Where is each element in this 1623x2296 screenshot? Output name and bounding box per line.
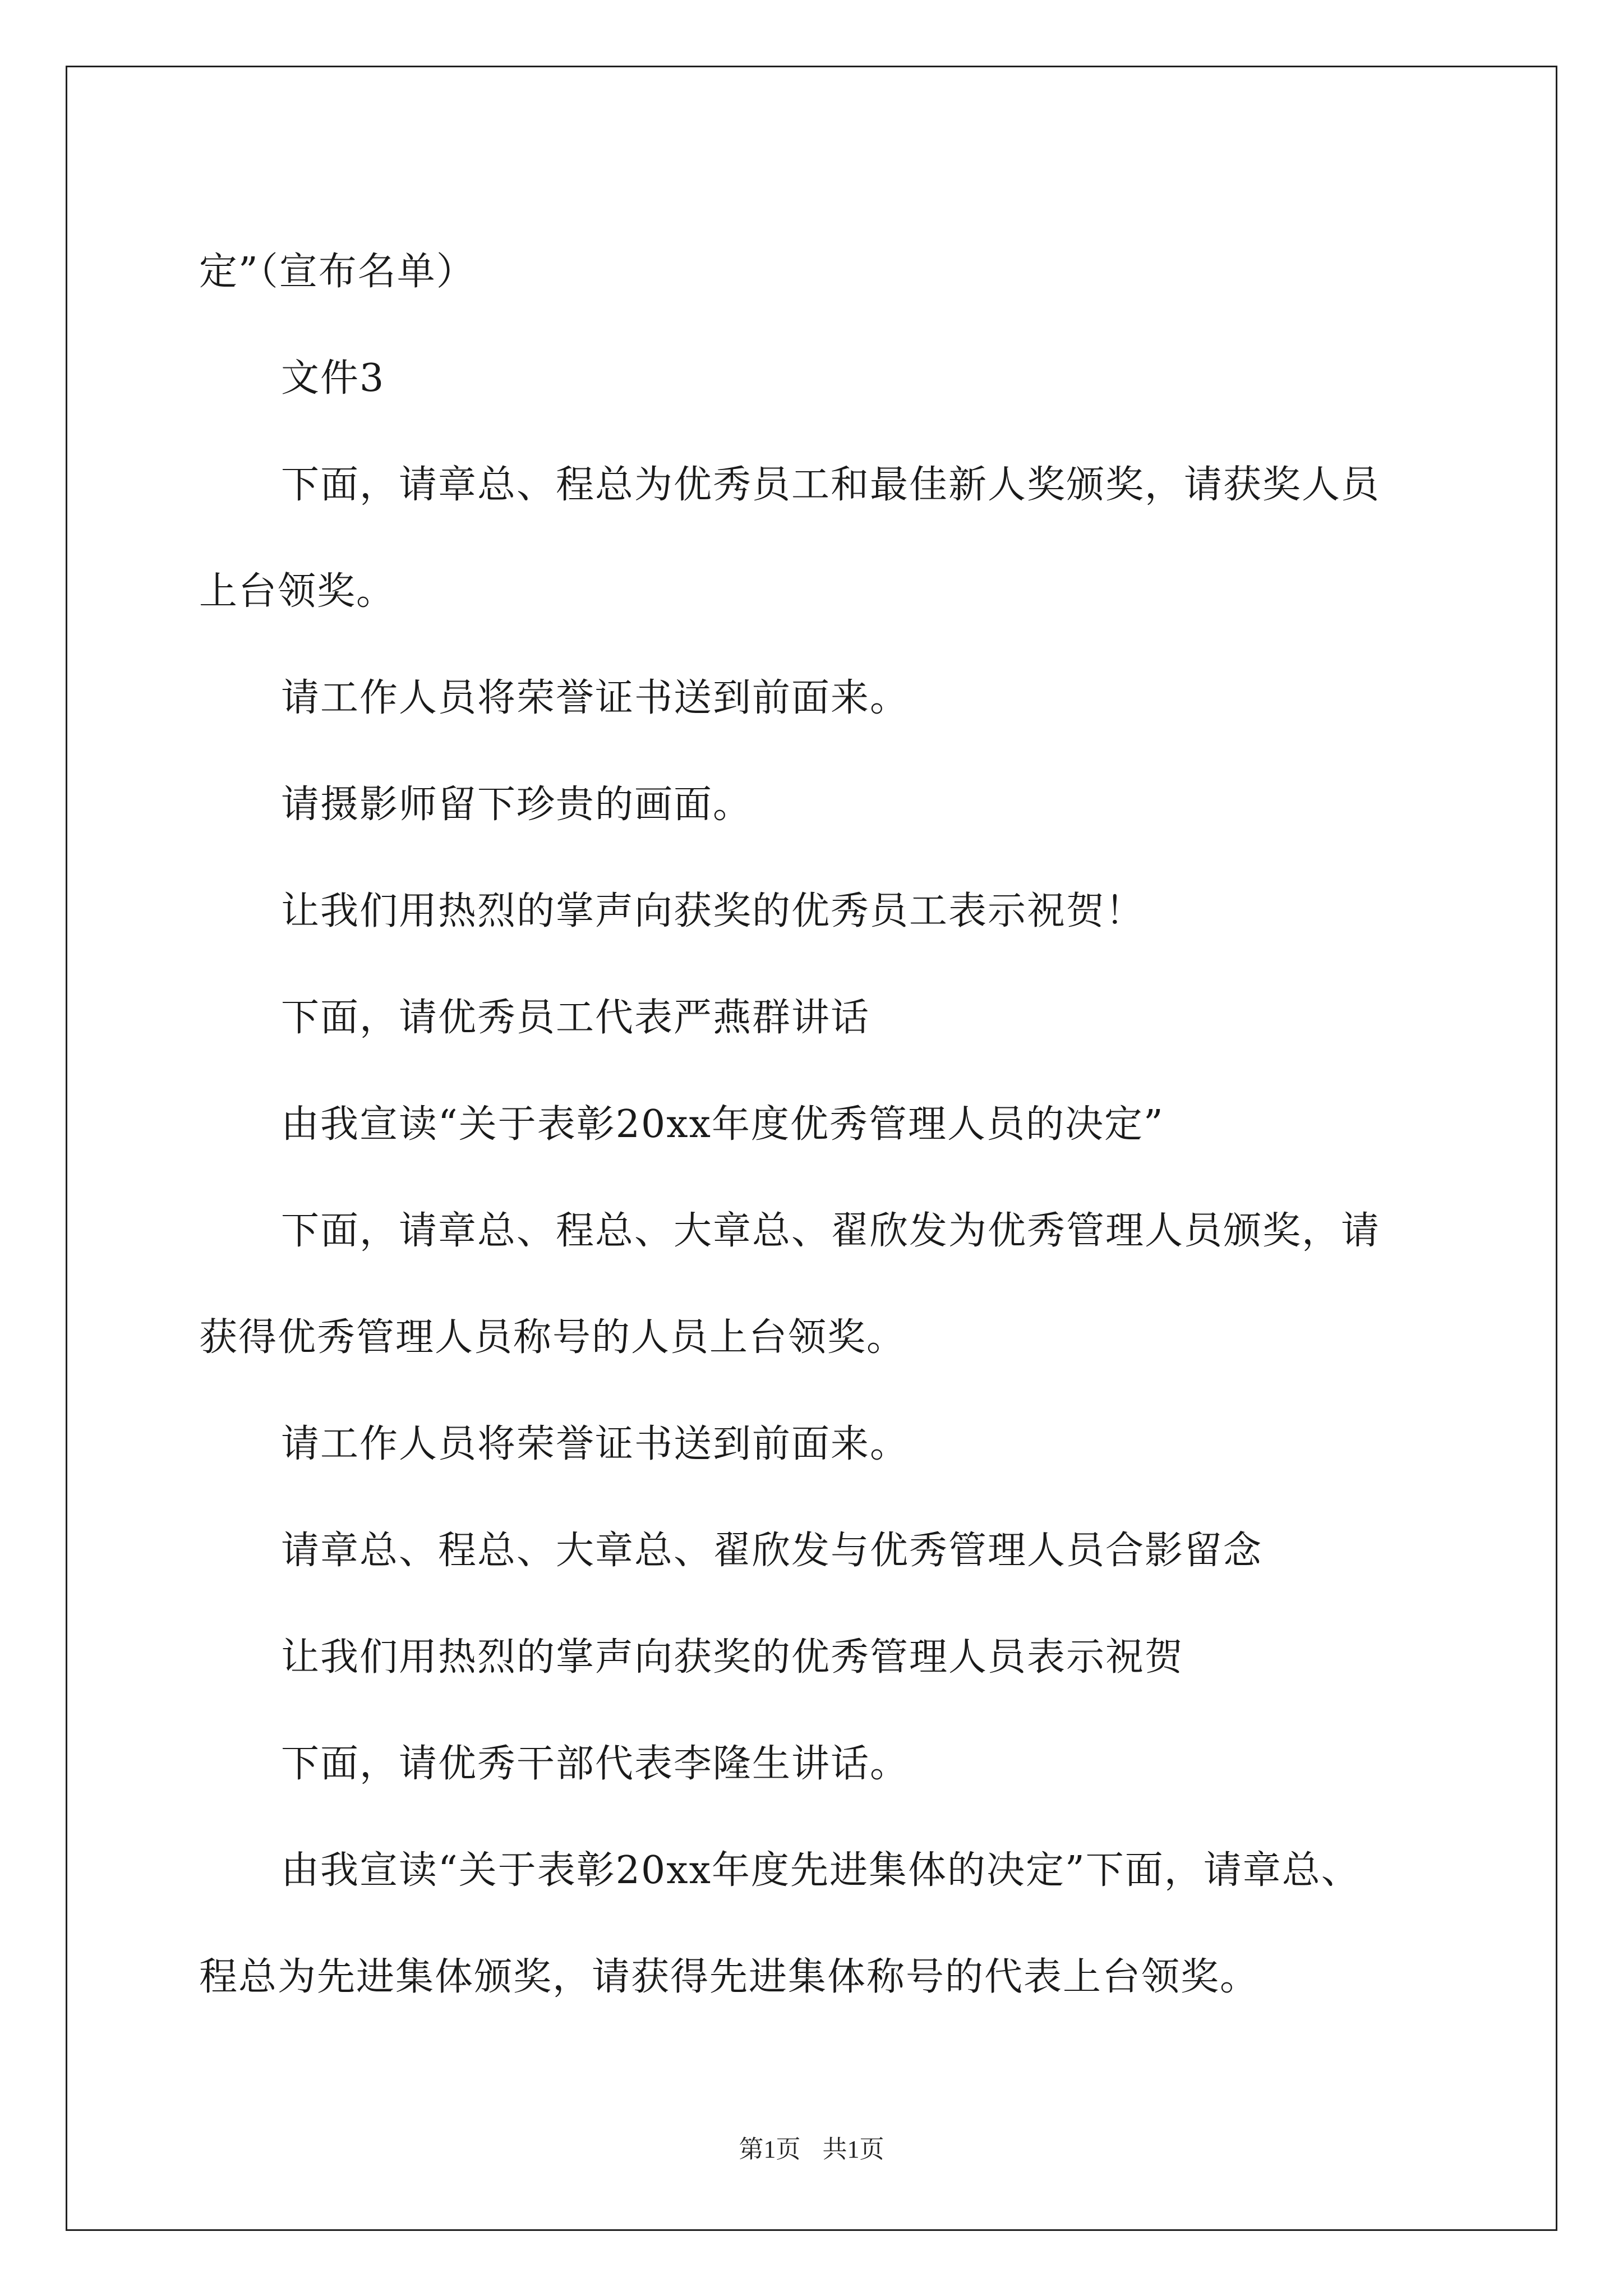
page-footer (0, 2129, 1623, 2165)
page-total: 共1页 (822, 2136, 884, 2163)
paragraph-line: 下面，请章总、程总、大章总、翟欣发为优秀管理人员颁奖，请 (281, 1209, 1381, 1253)
document-body (199, 219, 1455, 2031)
paragraph-line: 定”（宣布名单） (199, 250, 476, 294)
paragraph-line: 上台领奖。 (199, 569, 396, 614)
paragraph-line: 程总为先进集体颁奖，请获得先进集体称号的代表上台领奖。 (199, 1955, 1260, 1999)
paragraph-line: 获得优秀管理人员称号的人员上台领奖。 (199, 1315, 906, 1360)
paragraph-line: 让我们用热烈的掌声向获奖的优秀管理人员表示祝贺 (281, 1635, 1184, 1680)
paragraph-line: 请工作人员将荣誉证书送到前面来。 (281, 676, 910, 720)
paragraph-line: 请章总、程总、大章总、翟欣发与优秀管理人员合影留念 (281, 1529, 1263, 1573)
paragraph-line: 请工作人员将荣誉证书送到前面来。 (281, 1422, 910, 1466)
paragraph-line: 文件3 (281, 356, 385, 401)
paragraph-line: 让我们用热烈的掌声向获奖的优秀员工表示祝贺！ (281, 889, 1145, 933)
paragraph-line: 下面，请章总、程总为优秀员工和最佳新人奖颁奖，请获奖人员 (281, 463, 1381, 507)
paragraph-line: 下面，请优秀员工代表严燕群讲话 (281, 996, 870, 1040)
paragraph-line: 由我宣读“关于表彰20xx年度优秀管理人员的决定” (281, 1102, 1164, 1147)
page-number: 第1页 (739, 2136, 801, 2163)
paragraph-line: 由我宣读“关于表彰20xx年度先进集体的决定”下面，请章总、 (281, 1848, 1361, 1893)
paragraph-line: 请摄影师留下珍贵的画面。 (281, 783, 753, 827)
paragraph-line: 下面，请优秀干部代表李隆生讲话。 (281, 1742, 910, 1786)
